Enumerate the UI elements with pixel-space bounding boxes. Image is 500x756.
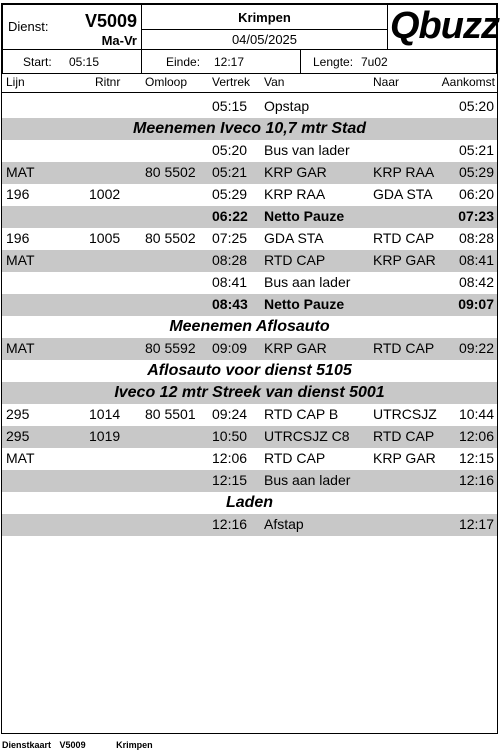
cell-van: Opstap (264, 98, 310, 114)
cell-van: KRP RAA (264, 186, 326, 202)
col-ritnr: Ritnr (95, 75, 121, 89)
cell-ritnr: 1005 (89, 230, 121, 246)
cell-vertrek: 05:29 (212, 186, 248, 202)
cell-aankomst: 07:23 (458, 208, 494, 224)
cell-vertrek: 08:28 (212, 252, 248, 268)
cell-van: KRP GAR (264, 164, 327, 180)
einde-value: 12:17 (214, 55, 245, 69)
cell-ritnr: 1014 (89, 406, 121, 422)
cell-ritnr: 1002 (89, 186, 121, 202)
trip-row (2, 228, 497, 250)
cell-vertrek: 07:25 (212, 230, 248, 246)
location: Krimpen (238, 10, 291, 25)
trip-row (2, 206, 497, 228)
cell-lijn: MAT (6, 252, 35, 268)
cell-aankomst: 09:07 (458, 296, 494, 312)
section-heading: Laden (225, 494, 274, 511)
cell-vertrek: 05:20 (212, 142, 248, 158)
cell-van: Afstap (264, 516, 304, 532)
cell-aankomst: 12:15 (458, 450, 494, 466)
col-van: Van (264, 75, 285, 89)
cell-lijn: MAT (6, 450, 35, 466)
cell-omloop: 80 5592 (145, 340, 196, 356)
cell-omloop: 80 5502 (145, 164, 196, 180)
cell-naar: UTRCSJZ (373, 406, 437, 422)
dienst-code: V5009 (84, 11, 137, 31)
cell-lijn: 295 (6, 406, 30, 422)
trip-row (2, 162, 497, 184)
trip-row (2, 338, 497, 360)
cell-van: UTRCSJZ C8 (264, 428, 350, 444)
cell-naar: KRP GAR (373, 252, 436, 268)
footer-location: Krimpen (116, 740, 153, 750)
section-heading: Aflosauto voor dienst 5105 (147, 362, 352, 379)
cell-vertrek: 06:22 (212, 208, 248, 224)
trip-row (2, 184, 497, 206)
section-heading: Meenemen Iveco 10,7 mtr Stad (2, 118, 497, 140)
cell-aankomst: 08:41 (458, 252, 494, 268)
cell-aankomst: 12:16 (458, 472, 494, 488)
cell-naar: GDA STA (373, 186, 433, 202)
cell-van: RTD CAP (264, 252, 326, 268)
trip-row (2, 96, 497, 118)
cell-van: Bus aan lader (264, 472, 351, 488)
date: 04/05/2025 (231, 32, 298, 47)
dienst-days: Ma-Vr (101, 33, 137, 48)
trip-row (2, 272, 497, 294)
cell-aankomst: 09:22 (458, 340, 494, 356)
cell-ritnr: 1019 (89, 428, 121, 444)
cell-vertrek: 09:09 (212, 340, 248, 356)
trip-row (2, 250, 497, 272)
col-lijn: Lijn (6, 75, 25, 89)
cell-vertrek: 12:15 (212, 472, 248, 488)
cell-naar: RTD CAP (373, 230, 435, 246)
cell-vertrek: 12:16 (212, 516, 248, 532)
cell-aankomst: 08:42 (458, 274, 494, 290)
footer-code: V5009 (59, 740, 86, 750)
start-label: Start: (23, 55, 52, 69)
trip-row (2, 514, 497, 536)
logo-box (387, 4, 497, 50)
cell-lijn: MAT (6, 164, 35, 180)
cell-van: Bus van lader (264, 142, 350, 158)
cell-aankomst: 12:17 (458, 516, 494, 532)
cell-vertrek: 05:15 (212, 98, 248, 114)
cell-aankomst: 08:28 (458, 230, 494, 246)
cell-van: Netto Pauze (264, 208, 345, 224)
cell-vertrek: 08:41 (212, 274, 248, 290)
cell-van: RTD CAP B (264, 406, 339, 422)
trip-row (2, 426, 497, 448)
footer (2, 740, 153, 750)
einde-label: Einde: (166, 55, 201, 69)
section-heading: Iveco 12 mtr Streek van dienst 5001 (2, 382, 497, 404)
section-heading: Meenemen Aflosauto (169, 318, 330, 335)
cell-vertrek: 08:43 (212, 296, 248, 312)
cell-aankomst: 12:06 (458, 428, 494, 444)
cell-aankomst: 10:44 (458, 406, 494, 422)
lengte-box (300, 49, 497, 74)
header (2, 4, 497, 74)
cell-vertrek: 05:21 (212, 164, 248, 180)
cell-vertrek: 09:24 (212, 406, 248, 422)
cell-omloop: 80 5501 (145, 406, 196, 422)
lengte-value: 7u02 (361, 55, 388, 69)
cell-aankomst: 06:20 (458, 186, 494, 202)
trip-row (2, 448, 497, 470)
cell-aankomst: 05:20 (458, 98, 494, 114)
date-box (141, 29, 388, 50)
cell-vertrek: 12:06 (212, 450, 248, 466)
cell-vertrek: 10:50 (212, 428, 248, 444)
trip-row (2, 140, 497, 162)
cell-lijn: 295 (6, 428, 30, 444)
cell-van: Netto Pauze (264, 296, 345, 312)
start-value: 05:15 (69, 55, 100, 69)
cell-van: GDA STA (264, 230, 324, 246)
einde-box (141, 49, 301, 74)
cell-naar: KRP RAA (373, 164, 435, 180)
dienst-box (2, 4, 142, 50)
qbuzz-logo: Qbuzz (390, 5, 499, 47)
col-aankomst: Aankomst (441, 75, 495, 89)
footer-label: Dienstkaart (2, 740, 52, 750)
duty-card (1, 3, 498, 734)
location-box (141, 4, 388, 30)
trip-row (2, 294, 497, 316)
cell-omloop: 80 5502 (145, 230, 196, 246)
cell-van: Bus aan lader (264, 274, 351, 290)
cell-naar: KRP GAR (373, 450, 436, 466)
trip-row (2, 470, 497, 492)
start-box (2, 49, 142, 74)
cell-van: KRP GAR (264, 340, 327, 356)
trip-list (2, 96, 497, 536)
trip-row (2, 404, 497, 426)
dienst-label: Dienst: (8, 19, 49, 34)
col-vertrek: Vertrek (212, 75, 251, 89)
cell-van: RTD CAP (264, 450, 326, 466)
col-omloop: Omloop (145, 75, 188, 89)
lengte-label: Lengte: (313, 55, 354, 69)
cell-naar: RTD CAP (373, 340, 435, 356)
cell-lijn: 196 (6, 186, 30, 202)
col-naar: Naar (373, 75, 400, 89)
cell-naar: RTD CAP (373, 428, 435, 444)
cell-aankomst: 05:29 (458, 164, 494, 180)
cell-aankomst: 05:21 (458, 142, 494, 158)
column-headers (2, 74, 497, 93)
cell-lijn: 196 (6, 230, 30, 246)
cell-lijn: MAT (6, 340, 35, 356)
